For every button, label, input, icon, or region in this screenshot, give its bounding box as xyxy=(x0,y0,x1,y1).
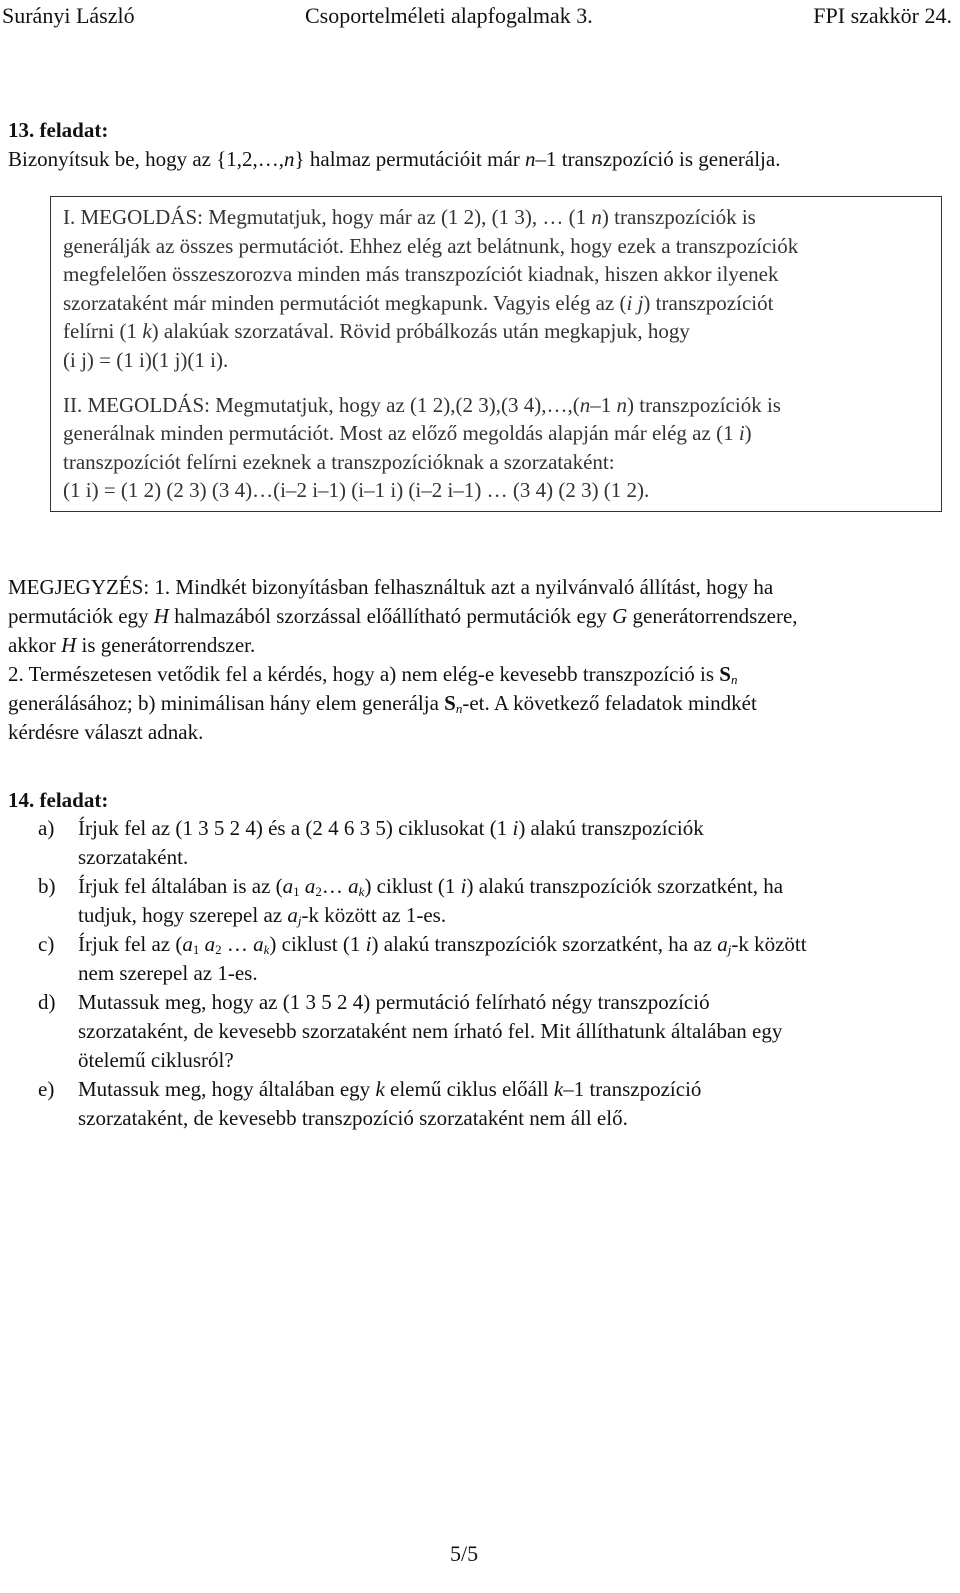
header-author: Surányi László xyxy=(2,3,135,28)
item-label: c) xyxy=(38,932,55,956)
solution-2-line: transzpozíciót felírni ezeknek a transzpozícióknak a szorzataként: xyxy=(63,449,615,474)
remark-line: MEGJEGYZÉS: 1. Mindkét bizonyításban felhasználtuk azt a nyilvánvaló állítást, hogy ha xyxy=(8,575,774,599)
solution-1-line: I. MEGOLDÁS: Megmutatjuk, hogy már az (1 2), (1 3), … (1 n) transzpozíciók is xyxy=(63,205,756,229)
page-number: 5/5 xyxy=(450,1541,479,1566)
problem-14-title: 14. feladat: xyxy=(8,788,109,812)
list-item-a: a) Írjuk fel az (1 3 5 2 4) és a (2 4 6 3 5) ciklusokat (1 i) alakú transzpozíciók szorzataként. xyxy=(38,816,704,869)
remark xyxy=(8,573,953,747)
problem-14-list xyxy=(8,814,953,1133)
problem-13-title: 13. feladat: xyxy=(8,118,109,142)
solution-1-line: felírni (1 k) alakúak szorzatával. Rövid próbálkozás után megkapjuk, hogy xyxy=(63,319,690,344)
solution-1-line: szorzataként már minden permutációt megkapunk. Vagyis elég az (i j) transzpozíciót xyxy=(63,290,774,315)
solution-2-line: II. MEGOLDÁS: Megmutatjuk, hogy az (1 2),(2 3),(3 4),…,(n–1 n) transzpozíciók is xyxy=(63,392,781,417)
list-item-b: b) Írjuk fel általában is az ($a_1$ $a_2\dots$ $a_k$) ciklust (1 i) alakú transzpozíciók szorzatként, ha tudjuk, hogy szerepel az $a_j-k$ között az 1-es. xyxy=(38,874,784,928)
solution-1 xyxy=(63,203,933,375)
solution-2 xyxy=(63,391,933,505)
item-label: e) xyxy=(38,1077,55,1101)
remark-line: generálásához; b) minimálisan hány elem generálja $S_n-et$. A következő feladatok mindkét xyxy=(8,691,757,716)
list-item-e: e) Mutassuk meg, hogy általában egy k elemű ciklus előáll k–1 transzpozíció szorzataként, de kevesebb transzpozíció szorzataként nem áll elő. xyxy=(38,1077,702,1130)
problem-13-statement: Bizonyítsuk be, hogy az {1,2,…,n} halmaz permutációit már n–1 transzpozíció is generálja. xyxy=(8,147,781,171)
remark-line: kérdésre választ adnak. xyxy=(8,720,204,744)
list-item-d: d) Mutassuk meg, hogy az (1 3 5 2 4) permutáció felírható négy transzpozíció szorzataként, de kevesebb szorzataként nem írható fel. Mit állíthatunk általában egy ötelemű ciklusról? xyxy=(38,990,783,1072)
header-title: Csoportelméleti alapfogalmak 3. xyxy=(305,3,593,28)
item-label: b) xyxy=(38,874,56,898)
solution-1-line: megfelelően összeszorozva minden más transzpozíciót kiadnak, hiszen akkor ilyenek xyxy=(63,262,779,287)
remark-line: permutációk egy H halmazából szorzással előállítható permutációk egy G generátorrendszere, xyxy=(8,604,798,628)
item-label: a) xyxy=(38,816,55,840)
solution-2-line: generálnak minden permutációt. Most az előző megoldás alapján már elég az (1 i) xyxy=(63,421,752,446)
solution-1-formula: (i j) = (1 i)(1 j)(1 i). xyxy=(63,347,229,372)
header-course: FPI szakkör 24. xyxy=(813,3,952,28)
solution-box xyxy=(50,196,942,512)
remark-line: 2. Természetesen vetődik fel a kérdés, hogy a) nem elég-e kevesebb transzpozíció is $S_n$ xyxy=(8,662,738,687)
solution-2-formula: (1 i) = (1 2) (2 3) (3 4)…(i–2 i–1) (i–1 i) (i–2 i–1) … (3 4) (2 3) (1 2). xyxy=(63,478,650,503)
solution-1-line: generálják az összes permutációt. Ehhez elég azt belátnunk, hogy ezek a transzpozíciók xyxy=(63,233,799,258)
list-item-c: c) Írjuk fel az ($a_1$ $a_2$ … $a_k$) ciklust (1 i) alakú transzpozíciók szorzatként, ha az $a_j-k$ között nem szerepel az 1-es. xyxy=(38,932,807,985)
page-header xyxy=(0,0,960,32)
remark-line: akkor H is generátorrendszer. xyxy=(8,633,256,657)
item-label: d) xyxy=(38,990,56,1014)
